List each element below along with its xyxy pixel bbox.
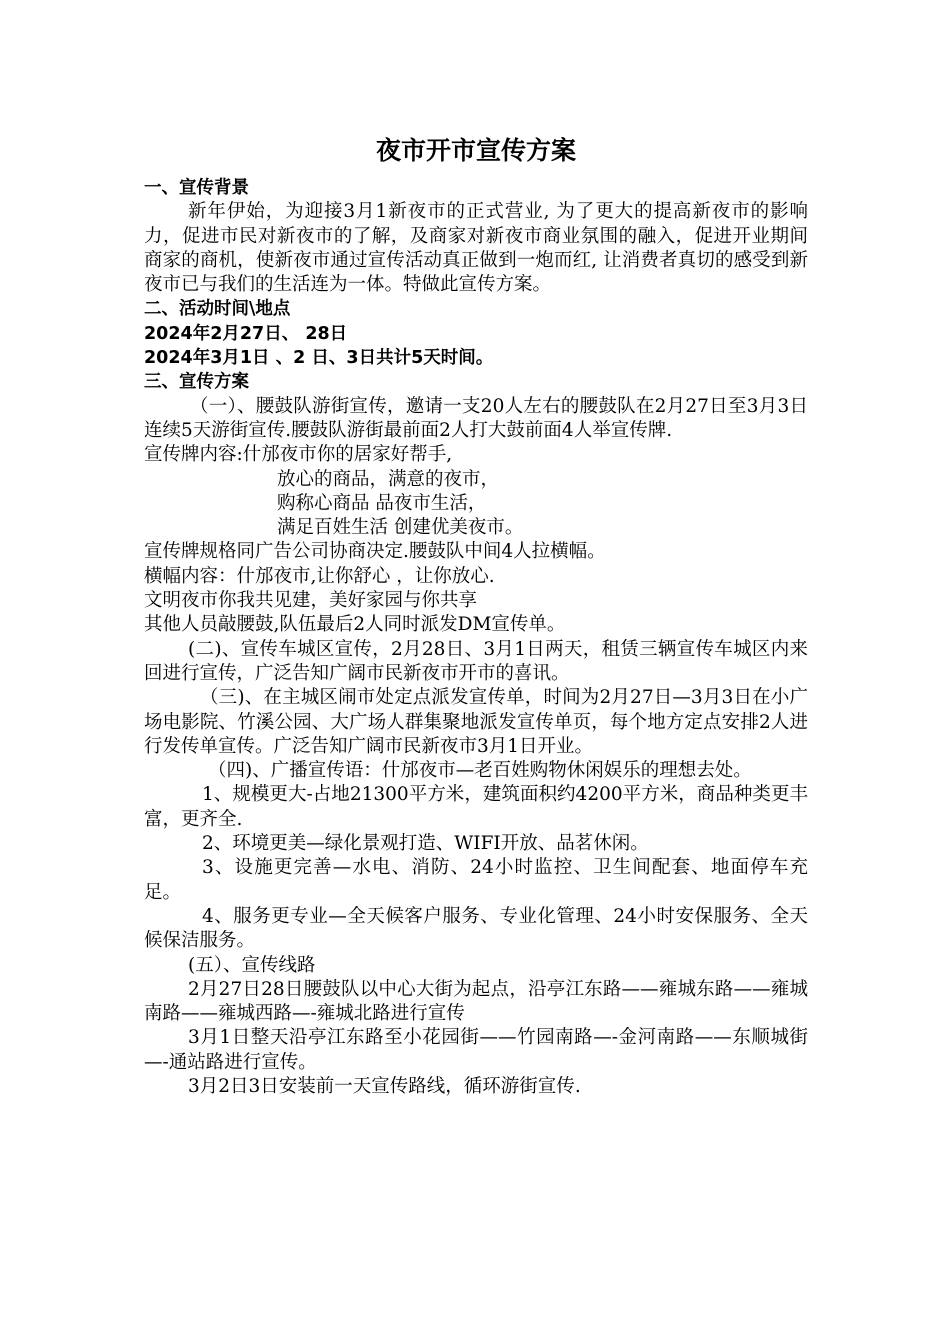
sign-content-label: 宣传牌内容:什邡夜市你的居家好帮手, xyxy=(144,444,453,466)
broadcast-point-3: 3、设施更完善—水电、消防、24小时监控、卫生间配套、地面停车充足。 xyxy=(144,857,808,903)
civil-slogan-line: 文明夜市你我共见建，美好家园与你共享 xyxy=(144,590,478,612)
sign-spec-line: 宣传牌规格同广告公司协商决定.腰鼓队中间4人拉横幅。 xyxy=(144,541,606,563)
background-paragraph: 新年伊始，为迎接3月1新夜市的正式营业, 为了更大的提高新夜市的影响力，促进市民对新夜市的了解，及商家对新夜市商业氛围的融入，促进开业期间商家的商机，使新夜市通过宣传活动真正做到一炮而红, 让消费者真切的感受到新夜市已与我们的生活连为一体。特做此宣传方案。 xyxy=(144,201,808,296)
section-heading-time-place: 二、活动时间\地点 xyxy=(144,299,291,320)
date-line-2: 2024年3月1日 、2 日、3日共计5天时间。 xyxy=(144,348,494,369)
section-heading-background: 一、宣传背景 xyxy=(144,178,249,198)
plan-item-3: （三)、在主城区闹市处定点派发宣传单，时间为2月27日—3月3日在小广场电影院、竹溪公园、大广场人群集聚地派发宣传单页，每个地方定点安排2人进行发传单宣传。广泛告知广阔市民新夜市3月1日开业。 xyxy=(144,687,808,757)
sign-slogan-1: 放心的商品，满意的夜市， xyxy=(277,468,500,490)
route-paragraph-3: 3月2日3日安装前一天宣传路线，循环游街宣传. xyxy=(188,1075,581,1097)
broadcast-point-2: 2、环境更美—绿化景观打造、WIFI开放、品茗休闲。 xyxy=(202,833,649,855)
plan-item-1: （一）、腰鼓队游街宣传，邀请一支20人左右的腰鼓队在2月27日至3月3日连续5天游街宣传.腰鼓队游街最前面2人打大鼓前面4人举宣传牌. xyxy=(144,395,808,441)
broadcast-point-1: 1、规模更大-占地21300平方米，建筑面积约4200平方米，商品种类更丰富，更齐全. xyxy=(144,784,808,830)
plan-item-5: (五）、宣传线路 xyxy=(188,954,316,976)
sign-slogan-2: 购称心商品 品夜市生活， xyxy=(277,492,487,514)
banner-content-line: 横幅内容：什邡夜市,让你舒心 ，让你放心. xyxy=(144,565,495,587)
plan-item-2: (二)、宣传车城区宣传，2月28日、3月1日两天，租赁三辆宣传车城区内来回进行宣传，广泛告知广阔市民新夜市开市的喜讯。 xyxy=(144,638,808,684)
date-line-1: 2024年2月27日、 28日 xyxy=(144,323,348,344)
sign-slogan-3: 满足百姓生活 创建优美夜市。 xyxy=(277,517,524,539)
plan-item-4: （四)、广播宣传语：什邡夜市—老百姓购物休闲娱乐的理想去处。 xyxy=(208,760,752,782)
document-title: 夜市开市宣传方案 xyxy=(375,136,576,165)
broadcast-point-4: 4、服务更专业—全天候客户服务、专业化管理、24小时安保服务、全天候保洁服务。 xyxy=(144,905,808,952)
section-heading-plan: 三、宣传方案 xyxy=(144,372,249,393)
route-paragraph-1: 2月27日28日腰鼓队以中心大街为起点，沿亭江东路——雍城东路——雍城南路——雍城西路—-雍城北路进行宣传 xyxy=(144,978,808,1025)
other-staff-line: 其他人员敲腰鼓,队伍最后2人同时派发DM宣传单。 xyxy=(144,614,566,636)
document-page xyxy=(144,132,808,1099)
route-paragraph-2: 3月1日整天沿亭江东路至小花园街——竹园南路—-金河南路——东顺城街—-通站路进行宣传。 xyxy=(144,1027,808,1073)
